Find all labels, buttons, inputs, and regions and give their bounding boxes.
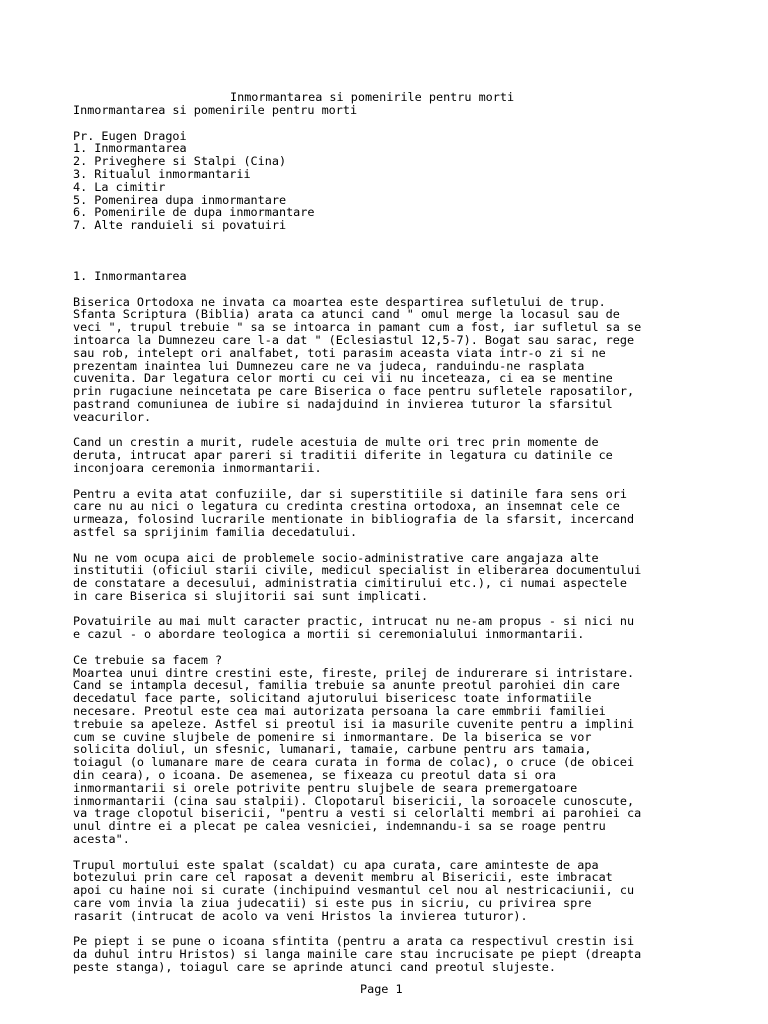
text-line: veacurilor. — [73, 409, 152, 424]
text-line: inmormantarii (cina sau stalpii). Clopotarul bisericii, la soroacele cunoscute, — [73, 793, 635, 808]
table-of-contents — [73, 142, 713, 232]
text-line: deruta, intrucat apar pareri si traditii diferite in legatura cu datinile ce — [73, 448, 613, 463]
text-line: pastrand comuniunea de iubire si nadajduind in invierea tuturor la sfarsitul — [73, 396, 613, 411]
text-line: in care Biserica si slujitorii sai sunt implicati. — [73, 588, 429, 603]
text-line: cum se cuvine slujbele de pomenire si inmormantare. De la biserica se vor — [73, 729, 592, 744]
section-heading: 1. Inmormantarea — [73, 268, 187, 283]
toc-item: 6. Pomenirile de dupa inmormantare — [73, 205, 315, 220]
document-subtitle: Inmormantarea si pomenirile pentru morti — [73, 103, 358, 117]
text-line: apoi cu haine noi si curate (inchipuind vesmantul cel nou al nestricaciunii, cu — [73, 883, 635, 898]
text-line: de constatare a decesului, administratia cimitirului etc.), ci numai aspectele — [73, 576, 627, 591]
text-line: din ceara), o icoana. De asemenea, se fixeaza cu preotul data si ora — [73, 768, 556, 783]
paragraph — [73, 654, 713, 846]
text-line: Nu ne vom ocupa aici de problemele socio-administrative care angajaza alte — [73, 550, 599, 565]
text-line: decedatul face parte, solicitand ajutorului bisericesc toate informatiile — [73, 691, 592, 706]
toc-item: 1. Inmormantarea — [73, 141, 187, 156]
text-line: sau rob, intelept ori analfabet, toti parasim aceasta viata intr-o zi si ne — [73, 345, 606, 360]
paragraph — [73, 935, 713, 973]
paragraph — [73, 615, 713, 641]
text-line: Sfanta Scriptura (Biblia) arata ca atunci cand " omul merge la locasul sau de — [73, 307, 620, 322]
text-line: Pe piept i se pune o icoana sfintita (pentru a arata ca respectivul crestin isi — [73, 934, 635, 949]
text-line: Moartea unui dintre crestini este, fireste, prilej de indurerare si intristare. — [73, 665, 635, 680]
toc-item: 5. Pomenirea dupa inmormantare — [73, 192, 287, 207]
text-line: care vom invia la ziua judecatii) si este pus in sicriu, cu privirea spre — [73, 896, 592, 911]
paragraph — [73, 488, 713, 539]
text-line: urmeaza, folosind lucrarile mentionate in bibliografia de la sfarsit, incercand — [73, 512, 635, 527]
toc-item: 2. Priveghere si Stalpi (Cina) — [73, 154, 287, 169]
text-line: necesare. Preotul este cea mai autorizata persoana la care emmbrii familiei — [73, 704, 606, 719]
text-line: peste stanga), toiagul care se aprinde atunci cand preotul slujeste. — [73, 960, 556, 974]
text-line: institutii (oficiul starii civile, medicul specialist in eliberarea documentului — [73, 563, 642, 578]
text-line: cuvenita. Dar legatura celor morti cu cei vii nu inceteaza, ci ea se mentine — [73, 371, 613, 386]
text-line: Pentru a evita atat confuziile, dar si superstitiile si datinile fara sens ori — [73, 486, 627, 501]
text-line: va trage clopotul bisericii, "pentru a vesti si celorlalti membri ai parohiei ca — [73, 806, 642, 821]
header-title: Inmormantarea si pomenirile pentru morti — [230, 90, 515, 104]
paragraph — [73, 436, 713, 474]
text-line: intoarca la Dumnezeu care l-a dat " (Eclesiastul 12,5-7). Bogat sau sarac, rege — [73, 332, 635, 347]
text-line: rasarit (intrucat de acolo va veni Hristos la invierea tuturor). — [73, 908, 528, 923]
text-line: Trupul mortului este spalat (scaldat) cu apa curata, care aminteste de apa — [73, 857, 599, 872]
text-line: Biserica Ortodoxa ne invata ca moartea este despartirea sufletului de trup. — [73, 294, 606, 309]
text-line: toiagul (o lumanare mare de ceara curata in forma de colac), o cruce (de obicei — [73, 755, 635, 770]
text-line: e cazul - o abordare teologica a mortii si ceremonialului inmormantarii. — [73, 627, 585, 642]
toc-item: 3. Ritualul inmormantarii — [73, 166, 251, 181]
page-number: Page 1 — [360, 982, 403, 996]
paragraph — [73, 296, 713, 424]
text-line: da duhul intru Hristos) si langa mainile care stau incrucisate pe piept (dreapta — [73, 947, 642, 962]
text-line: unul dintre ei a plecat pe calea vesniciei, indemnandu-i sa se roage pentru — [73, 819, 606, 834]
text-line: Cand un crestin a murit, rudele acestuia de multe ori trec prin momente de — [73, 435, 599, 450]
document-body — [73, 104, 713, 974]
toc-item: 7. Alte randuieli si povatuiri — [73, 218, 287, 233]
text-line: prezentam inaintea lui Dumnezeu care ne va judeca, randuindu-ne rasplata — [73, 358, 585, 373]
paragraph — [73, 859, 713, 923]
text-line: Ce trebuie sa facem ? — [73, 652, 223, 667]
text-line: Cand se intampla decesul, familia trebuie sa anunte preotul parohiei din care — [73, 678, 620, 693]
text-line: care nu au nici o legatura cu credinta crestina ortodoxa, an insemnat cele ce — [73, 499, 620, 514]
paragraph — [73, 552, 713, 603]
text-line: Povatuirile au mai mult caracter practic, intrucat nu ne-am propus - si nici nu — [73, 614, 635, 629]
author-line: Pr. Eugen Dragoi — [73, 128, 187, 143]
text-line: trebuie sa apeleze. Astfel si preotul isi ia masurile cuvenite pentru a implini — [73, 716, 635, 731]
text-line: prin rugaciune neincetata pe care Biserica o face pentru sufletele raposatilor, — [73, 384, 635, 399]
text-line: acesta". — [73, 832, 130, 847]
text-line: inmormantarii si orele potrivite pentru slujbele de seara premergatoare — [73, 780, 578, 795]
text-line: botezului prin care cel raposat a devenit membru al Bisericii, este imbracat — [73, 870, 613, 885]
toc-item: 4. La cimitir — [73, 179, 166, 194]
text-line: solicita doliul, un sfesnic, lumanari, tamaie, carbune pentru ars tamaia, — [73, 742, 592, 757]
text-line: astfel sa sprijinim familia decedatului. — [73, 524, 358, 539]
text-line: veci ", trupul trebuie " sa se intoarca in pamant cum a fost, iar sufletul sa se — [73, 320, 642, 335]
text-line: inconjoara ceremonia inmormantarii. — [73, 460, 322, 475]
